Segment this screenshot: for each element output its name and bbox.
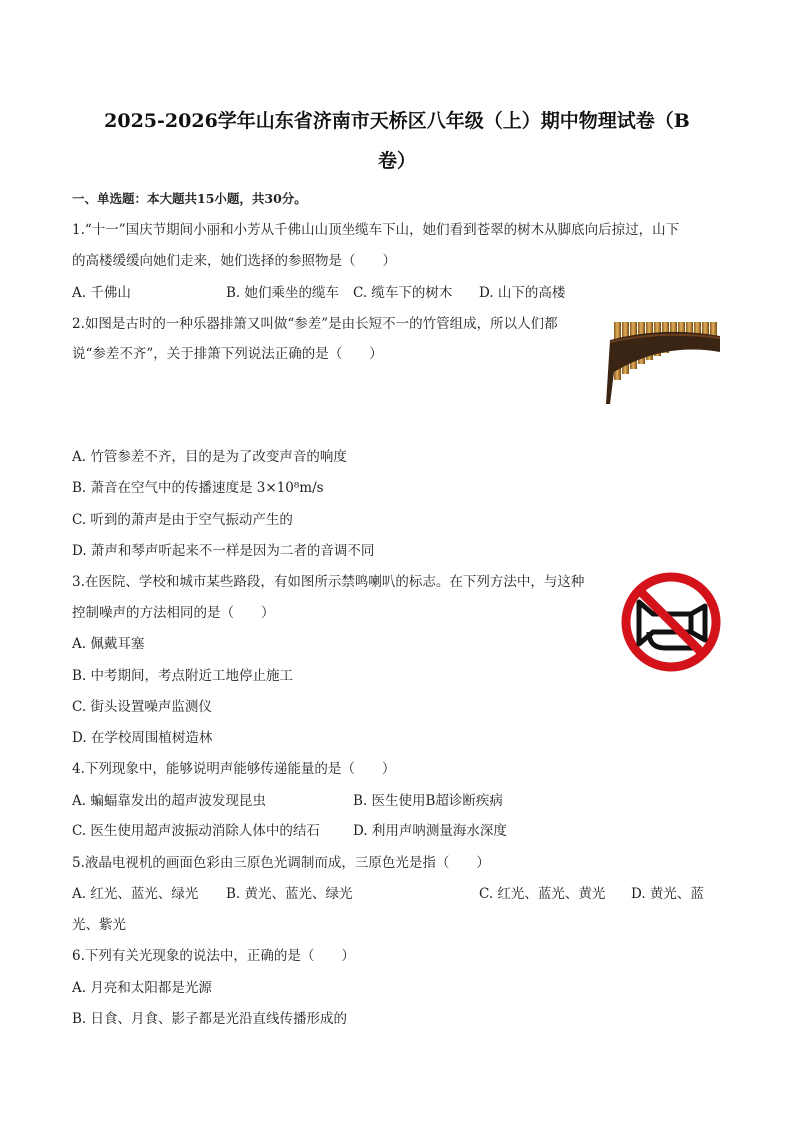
no-horn-sign-icon xyxy=(619,570,723,674)
q1-option-d: D. 山下的高楼 xyxy=(479,285,566,301)
q2-stem-line2: 说“参差不齐”，关于排箫下列说法正确的是（ ） xyxy=(72,346,383,362)
q1-option-a: A. 千佛山 xyxy=(72,285,131,301)
q4-option-c: C. 医生使用超声波振动消除人体中的结石 xyxy=(72,823,320,839)
q1-option-c: C. 缆车下的树木 xyxy=(353,285,453,301)
q3-option-c: C. 街头设置噪声监测仪 xyxy=(72,699,212,715)
q4-stem-line1: 4.下列现象中，能够说明声能够传递能量的是（ ） xyxy=(72,761,396,777)
section-heading: 一、单选题：本大题共15小题，共30分。 xyxy=(72,191,307,206)
q5-option-c: C. 红光、蓝光、黄光 xyxy=(479,886,606,902)
q2-stem-line1: 2.如图是古时的一种乐器排箫又叫做“参差”是由长短不一的竹管组成，所以人们都 xyxy=(72,316,558,332)
q5-option-b: B. 黄光、蓝光、绿光 xyxy=(226,886,353,902)
q1-stem-line1: 1.“十一”国庆节期间小丽和小芳从千佛山山顶坐缆车下山，她们看到苍翠的树木从脚底向后掠过，山下 xyxy=(72,222,680,238)
panpipe-image xyxy=(604,312,724,408)
q6-option-a: A. 月亮和太阳都是光源 xyxy=(72,980,212,996)
q3-option-b: B. 中考期间，考点附近工地停止施工 xyxy=(72,668,294,684)
q1-stem-line2: 的高楼缓缓向她们走来，她们选择的参照物是（ ） xyxy=(72,253,396,269)
q4-option-a: A. 蝙蝠靠发出的超声波发现昆虫 xyxy=(72,793,266,809)
q3-stem-line2: 控制噪声的方法相同的是（ ） xyxy=(72,605,275,621)
q5-option-d-continued: 光、紫光 xyxy=(72,917,126,933)
q3-option-a: A. 佩戴耳塞 xyxy=(72,636,145,652)
q2-option-d: D. 萧声和琴声听起来不一样是因为二者的音调不同 xyxy=(72,543,375,559)
q2-option-b: B. 萧音在空气中的传播速度是 3×10⁸m/s xyxy=(72,480,324,496)
q5-option-a: A. 红光、蓝光、绿光 xyxy=(72,886,199,902)
q6-option-b: B. 日食、月食、影子都是光沿直线传播形成的 xyxy=(72,1011,348,1027)
q6-stem-line1: 6.下列有关光现象的说法中，正确的是（ ） xyxy=(72,948,355,964)
q2-option-a: A. 竹管参差不齐，目的是为了改变声音的响度 xyxy=(72,449,347,465)
page-title-line1: 2025-2026学年山东省济南市天桥区八年级（上）期中物理试卷（B xyxy=(104,110,690,132)
q4-option-d: D. 利用声呐测量海水深度 xyxy=(353,823,507,839)
q2-option-c: C. 听到的萧声是由于空气振动产生的 xyxy=(72,512,293,528)
q5-option-d: D. 黄光、蓝 xyxy=(631,886,704,902)
q3-option-d: D. 在学校周围植树造林 xyxy=(72,730,213,746)
q1-option-b: B. 她们乘坐的缆车 xyxy=(226,285,340,301)
q4-option-b: B. 医生使用B超诊断疾病 xyxy=(353,793,503,809)
q3-stem-line1: 3.在医院、学校和城市某些路段，有如图所示禁鸣喇叭的标志。在下列方法中，与这种 xyxy=(72,574,585,590)
q5-stem-line1: 5.液晶电视机的画面色彩由三原色光调制而成，三原色光是指（ ） xyxy=(72,855,490,871)
page-title-line2: 卷） xyxy=(377,150,416,172)
